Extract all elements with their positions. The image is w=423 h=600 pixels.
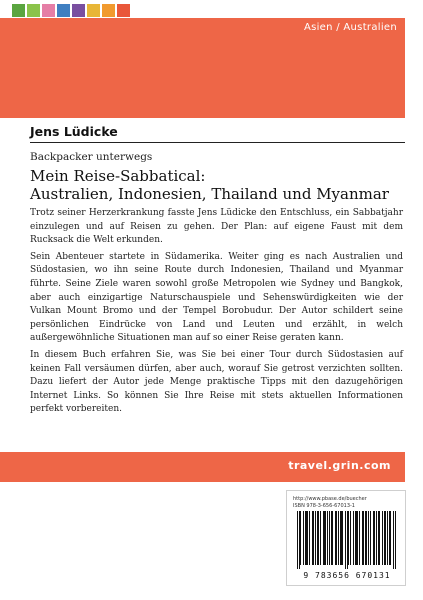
barcode-bar [324,511,325,565]
barcode-bar [341,511,342,565]
barcode-bar [395,511,396,569]
blurb-paragraph-3: In diesem Buch erfahren Sie, was Sie bei einer Tour durch Südostasien auf keinen Fall versäumen dürfen, aber auch, worauf Sie getrost verzichten sollten. Dazu liefert der Autor jede Menge praktische Tipps mit den dazugehörigen Internet Links. So können Sie Ihre Reise mit stets aktuellen Informationen perfekt vorbereiten. [30,349,403,415]
footer-band [0,452,405,482]
barcode-bar [307,511,308,565]
barcode-bar [313,511,314,565]
blurb-text [30,207,403,420]
barcode-bar [368,511,369,565]
barcode-bar [370,511,371,565]
color-tile [27,4,40,17]
barcode-bar [379,511,380,565]
barcode-bar [340,511,341,565]
website-url: travel.grin.com [288,459,391,472]
barcode-bar [323,511,324,565]
barcode-area [286,490,406,586]
color-tile [12,4,25,17]
barcode-bar [320,511,321,565]
barcode-bar [376,511,377,565]
divider [30,142,405,143]
barcode-bar [384,511,385,565]
barcode-digits: 9 783656 670131 [303,571,391,580]
barcode-bar [353,511,354,565]
barcode-bar [348,511,349,565]
color-tile [42,4,55,17]
blurb-paragraph-2: Sein Abenteuer startete in Südamerika. Weiter ging es nach Australien und Südostasien, wo ihn seine Route durch Indonesien, Thailand und Myanmar führte. Seine Ziele waren sowohl große Metropolen wie Sydney und Bangkok, aber auch einzigartige Naturschauspiele und Sehenswürdigkeiten wie der Vulkan Mount Bromo und der Tempel Borobudur. Der Autor schildert seine persönlichen Eindrücke von Land und Leuten und erzählt, in welch außergewöhnliche Situationen man auf so einer Reise geraten kann. [30,251,403,344]
barcode-bar [387,511,388,565]
header-band [0,18,405,118]
barcode-bar [357,511,358,565]
barcode-bar [362,511,363,565]
color-tile [117,4,130,17]
barcode-bar [317,511,318,565]
publisher-url-text: http://www.pbase.de/buecher [293,496,367,502]
color-tile [72,4,85,17]
color-tile [57,4,70,17]
color-tile [87,4,100,17]
barcode-bar [345,511,346,569]
barcode-bar [297,511,298,569]
barcode-bar [335,511,336,565]
barcode-bar [300,511,301,565]
barcode-bar [299,511,300,569]
barcode-bar [378,511,379,565]
barcode-bar [332,511,333,565]
barcode-bar [327,511,328,565]
barcode-bar [331,511,332,565]
book-title [30,167,402,203]
barcode-bars [297,511,397,569]
barcode-bar [363,511,364,565]
barcode-bar [350,511,351,565]
barcode-bar [303,511,304,565]
barcode-bar [306,511,307,565]
barcode-bar [336,511,337,565]
book-subtitle: Backpacker unterwegs [30,151,153,163]
barcode-bar [329,511,330,565]
blurb-paragraph-1: Trotz seiner Herzerkrankung fasste Jens Lüdicke den Entschluss, ein Sabbatjahr einzulegen und auf Reisen zu gehen. Der Plan: auf eigene Faust mit dem Rucksack die Welt erkunden. [30,208,403,246]
barcode-bar [312,511,313,565]
barcode-bar [338,511,339,565]
barcode-bar [393,511,394,569]
isbn-text: ISBN 978-3-656-67013-1 [293,503,355,509]
barcode-bar [342,511,343,565]
barcode-bar [309,511,310,565]
barcode-bar [356,511,357,565]
publisher-color-tiles [12,4,130,17]
barcode-bar [382,511,383,565]
color-tile [102,4,115,17]
barcode-bar [318,511,319,565]
barcode-bar [385,511,386,565]
barcode-bar [390,511,391,565]
barcode-bar [315,511,316,565]
barcode-bar [389,511,390,565]
barcode-bar [355,511,356,565]
barcode-bar [373,511,374,565]
title-line-1: Mein Reise-Sabbatical: [30,167,206,185]
category-label: Asien / Australien [303,22,397,33]
author-name: Jens Lüdicke [30,124,118,139]
barcode-bar [374,511,375,565]
barcode-bar [366,511,367,565]
title-line-2: Australien, Indonesien, Thailand und Myanmar [30,185,389,203]
barcode-bar [305,511,306,565]
barcode-bar [325,511,326,565]
barcode-bar [347,511,348,569]
barcode-bar [365,511,366,565]
barcode-bar [359,511,360,565]
